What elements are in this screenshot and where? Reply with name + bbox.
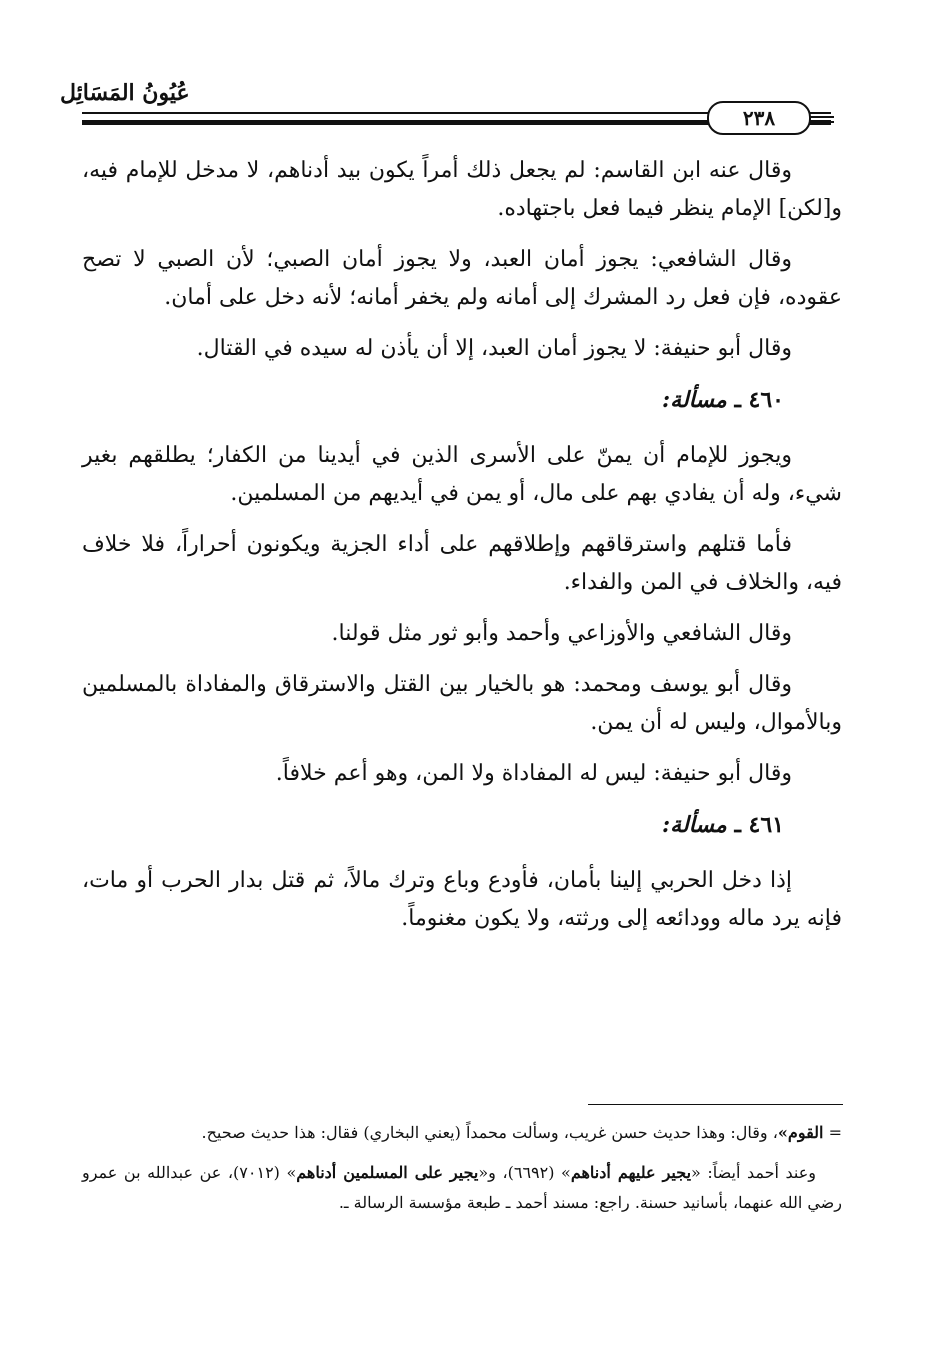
footnote-marker: = (823, 1123, 842, 1142)
issue-label: مسألة: (662, 812, 727, 838)
footnote-text: » (٧٠١٢)، عن عبدالله بن عمرو رضي الله عنهما، بأسانيد حسنة. راجع: مسند أحمد ـ طبعة مؤسسة الرسالة ـ. (82, 1163, 842, 1212)
paragraph: فأما قتلهم واسترقاقهم وإطلاقهم على أداء الجزية ويكونون أحراراً، فلا خلاف فيه، والخلاف في المن والفداء. (82, 532, 842, 595)
issue-heading-460 (82, 381, 842, 419)
paragraph: وقال الشافعي: يجوز أمان العبد، ولا يجوز أمان الصبي؛ لأن الصبي لا تصح عقوده، فإن فعل رد المشرك إلى أمانه ولم يخفر أمانه؛ لأنه دخل على أمان. (82, 247, 842, 310)
header-rule-right (807, 116, 834, 118)
paragraph: إذا دخل الحربي إلينا بأمان، فأودع وباع وترك مالاً، ثم قتل بدار الحرب أو مات، فإنه يرد ماله وودائعه إلى ورثته، ولا يكون مغنوماً. (82, 868, 842, 931)
footnote-text: ، وقال: وهذا حديث حسن غريب، وسألت محمداً (يعني البخاري) فقال: هذا حديث صحيح. (201, 1123, 778, 1142)
footnote-text: » (٦٦٩٢)، و« (478, 1163, 571, 1182)
main-text (82, 152, 842, 951)
paragraph: وقال الشافعي والأوزاعي وأحمد وأبو ثور مثل قولنا. (331, 621, 792, 646)
issue-heading-461 (82, 806, 842, 844)
footnotes (82, 1118, 842, 1228)
footnote-separator (588, 1104, 843, 1105)
paragraph: وقال أبو يوسف ومحمد: هو بالخيار بين القتل والاسترقاق والمفاداة بالمسلمين وبالأموال، وليس له أن يمن. (82, 672, 842, 735)
running-header-title: عُيُونُ المَسَائِل (60, 80, 190, 106)
footnote-quote: يجير عليهم أدناهم (570, 1163, 692, 1182)
paragraph: وقال عنه ابن القاسم: لم يجعل ذلك أمراً يكون بيد أدناهم، لا مدخل للإمام فيه، و[لكن] الإمام ينظر فيما فعل باجتهاده. (82, 158, 842, 221)
footnote-text: وعند أحمد أيضاً: « (691, 1163, 816, 1182)
issue-number: ٤٦٠ ـ (726, 387, 784, 413)
footnote-continuation (82, 1118, 842, 1148)
issue-label: مسألة: (662, 387, 727, 413)
page-number: ٢٣٨ (707, 101, 811, 135)
paragraph: ويجوز للإمام أن يمنّ على الأسرى الذين في أيدينا من الكفار؛ يطلقهم بغير شيء، وله أن يفادي بهم على مال، أو يمن في أيديهم من المسلمين. (82, 443, 842, 506)
header-rule-right-lower (807, 121, 834, 123)
footnote-paragraph (82, 1158, 842, 1218)
issue-number: ٤٦١ ـ (726, 812, 784, 838)
footnote-quote: يجير على المسلمين أدناهم (296, 1163, 479, 1182)
paragraph: وقال أبو حنيفة: ليس له المفاداة ولا المن، وهو أعم خلافاً. (275, 761, 792, 786)
footnote-quote: القوم» (777, 1123, 824, 1142)
paragraph: وقال أبو حنيفة: لا يجوز أمان العبد، إلا أن يأذن له سيده في القتال. (196, 336, 792, 361)
